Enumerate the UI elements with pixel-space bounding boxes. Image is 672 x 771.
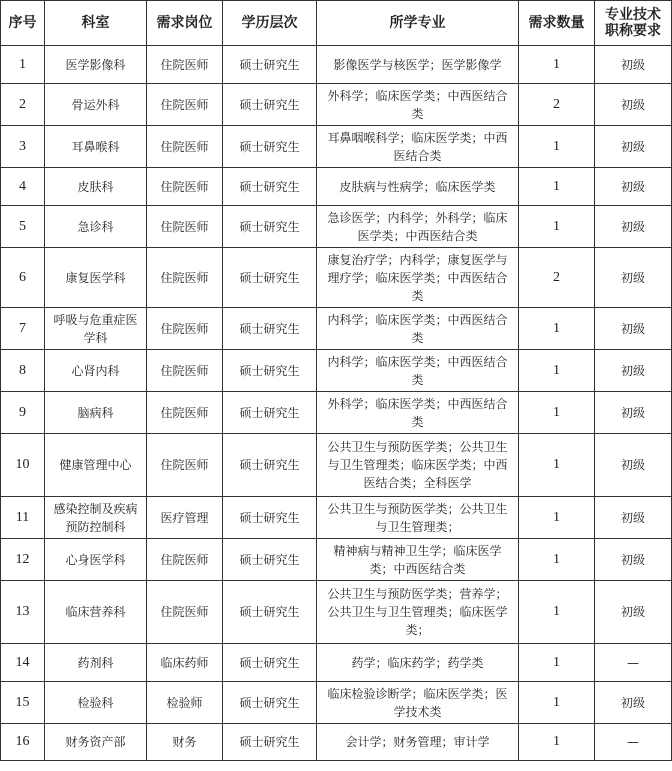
cell-title: 初级 xyxy=(595,434,672,497)
cell-post: 住院医师 xyxy=(147,350,223,392)
cell-edu: 硕士研究生 xyxy=(223,724,317,761)
table-row xyxy=(1,126,672,168)
cell-post: 住院医师 xyxy=(147,84,223,126)
cell-major: 公共卫生与预防医学类；营养学；公共卫生与卫生管理类；临床医学类； xyxy=(317,581,519,644)
cell-edu: 硕士研究生 xyxy=(223,308,317,350)
cell-dept: 康复医学科 xyxy=(45,248,147,308)
cell-title: 初级 xyxy=(595,248,672,308)
cell-major: 药学；临床药学；药学类 xyxy=(317,644,519,682)
cell-qty: 1 xyxy=(519,206,595,248)
cell-edu: 硕士研究生 xyxy=(223,248,317,308)
cell-post: 医疗管理 xyxy=(147,497,223,539)
cell-dept: 急诊科 xyxy=(45,206,147,248)
cell-title: 初级 xyxy=(595,682,672,724)
cell-edu: 硕士研究生 xyxy=(223,682,317,724)
cell-qty: 2 xyxy=(519,84,595,126)
header-qty: 需求数量 xyxy=(519,1,595,46)
cell-no: 2 xyxy=(1,84,45,126)
cell-dept: 心肾内科 xyxy=(45,350,147,392)
cell-qty: 1 xyxy=(519,682,595,724)
header-row xyxy=(1,1,672,46)
cell-dept: 医学影像科 xyxy=(45,46,147,84)
cell-no: 11 xyxy=(1,497,45,539)
cell-dept: 脑病科 xyxy=(45,392,147,434)
cell-edu: 硕士研究生 xyxy=(223,46,317,84)
cell-qty: 1 xyxy=(519,168,595,206)
table-row xyxy=(1,434,672,497)
cell-no: 6 xyxy=(1,248,45,308)
table-row xyxy=(1,206,672,248)
table-row xyxy=(1,644,672,682)
cell-title: 初级 xyxy=(595,46,672,84)
cell-post: 住院医师 xyxy=(147,581,223,644)
cell-no: 15 xyxy=(1,682,45,724)
cell-qty: 1 xyxy=(519,434,595,497)
cell-qty: 1 xyxy=(519,392,595,434)
cell-title: 初级 xyxy=(595,392,672,434)
cell-dept: 健康管理中心 xyxy=(45,434,147,497)
cell-dept: 财务资产部 xyxy=(45,724,147,761)
cell-qty: 1 xyxy=(519,308,595,350)
header-dept: 科室 xyxy=(45,1,147,46)
cell-dept: 耳鼻喉科 xyxy=(45,126,147,168)
cell-dept: 皮肤科 xyxy=(45,168,147,206)
cell-dept: 呼吸与危重症医学科 xyxy=(45,308,147,350)
cell-title: 初级 xyxy=(595,206,672,248)
cell-post: 住院医师 xyxy=(147,434,223,497)
cell-qty: 1 xyxy=(519,350,595,392)
cell-dept: 骨运外科 xyxy=(45,84,147,126)
header-edu: 学历层次 xyxy=(223,1,317,46)
cell-major: 耳鼻咽喉科学；临床医学类；中西医结合类 xyxy=(317,126,519,168)
cell-no: 13 xyxy=(1,581,45,644)
cell-title: 初级 xyxy=(595,539,672,581)
cell-post: 住院医师 xyxy=(147,392,223,434)
cell-post: 住院医师 xyxy=(147,126,223,168)
cell-post: 临床药师 xyxy=(147,644,223,682)
cell-edu: 硕士研究生 xyxy=(223,392,317,434)
cell-major: 皮肤病与性病学；临床医学类 xyxy=(317,168,519,206)
cell-qty: 1 xyxy=(519,126,595,168)
cell-edu: 硕士研究生 xyxy=(223,350,317,392)
cell-dept: 心身医学科 xyxy=(45,539,147,581)
cell-title: 初级 xyxy=(595,581,672,644)
cell-qty: 1 xyxy=(519,46,595,84)
cell-edu: 硕士研究生 xyxy=(223,497,317,539)
table-row xyxy=(1,350,672,392)
table-row xyxy=(1,581,672,644)
cell-title: 初级 xyxy=(595,84,672,126)
cell-post: 住院医师 xyxy=(147,308,223,350)
table-row xyxy=(1,724,672,761)
cell-major: 内科学；临床医学类；中西医结合类 xyxy=(317,350,519,392)
cell-qty: 1 xyxy=(519,724,595,761)
cell-title: — xyxy=(595,644,672,682)
cell-no: 7 xyxy=(1,308,45,350)
cell-dept: 感染控制及疾病预防控制科 xyxy=(45,497,147,539)
cell-no: 16 xyxy=(1,724,45,761)
cell-title: 初级 xyxy=(595,350,672,392)
cell-edu: 硕士研究生 xyxy=(223,644,317,682)
cell-dept: 检验科 xyxy=(45,682,147,724)
table-row xyxy=(1,539,672,581)
header-title: 专业技术职称要求 xyxy=(595,1,672,46)
cell-qty: 2 xyxy=(519,248,595,308)
cell-major: 康复治疗学；内科学；康复医学与理疗学；临床医学类；中西医结合类 xyxy=(317,248,519,308)
cell-post: 住院医师 xyxy=(147,46,223,84)
cell-title: 初级 xyxy=(595,126,672,168)
cell-major: 公共卫生与预防医学类；公共卫生与卫生管理类； xyxy=(317,497,519,539)
cell-qty: 1 xyxy=(519,497,595,539)
cell-no: 4 xyxy=(1,168,45,206)
cell-qty: 1 xyxy=(519,539,595,581)
cell-edu: 硕士研究生 xyxy=(223,168,317,206)
header-no: 序号 xyxy=(1,1,45,46)
table-row xyxy=(1,46,672,84)
header-post: 需求岗位 xyxy=(147,1,223,46)
table-row xyxy=(1,682,672,724)
cell-no: 1 xyxy=(1,46,45,84)
cell-major: 外科学；临床医学类；中西医结合类 xyxy=(317,392,519,434)
cell-title: 初级 xyxy=(595,497,672,539)
table-row xyxy=(1,168,672,206)
cell-no: 12 xyxy=(1,539,45,581)
cell-post: 住院医师 xyxy=(147,539,223,581)
cell-title: — xyxy=(595,724,672,761)
cell-edu: 硕士研究生 xyxy=(223,434,317,497)
table-row xyxy=(1,497,672,539)
cell-post: 财务 xyxy=(147,724,223,761)
cell-post: 住院医师 xyxy=(147,248,223,308)
header-major: 所学专业 xyxy=(317,1,519,46)
cell-qty: 1 xyxy=(519,644,595,682)
cell-post: 检验师 xyxy=(147,682,223,724)
cell-no: 5 xyxy=(1,206,45,248)
cell-major: 影像医学与核医学；医学影像学 xyxy=(317,46,519,84)
cell-major: 公共卫生与预防医学类；公共卫生与卫生管理类；临床医学类；中西医结合类；全科医学 xyxy=(317,434,519,497)
cell-major: 会计学；财务管理；审计学 xyxy=(317,724,519,761)
cell-no: 14 xyxy=(1,644,45,682)
cell-major: 内科学；临床医学类；中西医结合类 xyxy=(317,308,519,350)
table-row xyxy=(1,392,672,434)
table-row xyxy=(1,248,672,308)
cell-no: 8 xyxy=(1,350,45,392)
cell-dept: 临床营养科 xyxy=(45,581,147,644)
cell-post: 住院医师 xyxy=(147,168,223,206)
cell-no: 3 xyxy=(1,126,45,168)
cell-title: 初级 xyxy=(595,168,672,206)
cell-major: 外科学；临床医学类；中西医结合类 xyxy=(317,84,519,126)
cell-edu: 硕士研究生 xyxy=(223,206,317,248)
cell-major: 精神病与精神卫生学；临床医学类；中西医结合类 xyxy=(317,539,519,581)
cell-qty: 1 xyxy=(519,581,595,644)
cell-post: 住院医师 xyxy=(147,206,223,248)
cell-dept: 药剂科 xyxy=(45,644,147,682)
cell-edu: 硕士研究生 xyxy=(223,581,317,644)
cell-major: 急诊医学；内科学；外科学；临床医学类；中西医结合类 xyxy=(317,206,519,248)
cell-edu: 硕士研究生 xyxy=(223,84,317,126)
table-row xyxy=(1,84,672,126)
cell-title: 初级 xyxy=(595,308,672,350)
cell-no: 9 xyxy=(1,392,45,434)
cell-edu: 硕士研究生 xyxy=(223,539,317,581)
cell-no: 10 xyxy=(1,434,45,497)
table-row xyxy=(1,308,672,350)
cell-edu: 硕士研究生 xyxy=(223,126,317,168)
cell-major: 临床检验诊断学；临床医学类；医学技术类 xyxy=(317,682,519,724)
